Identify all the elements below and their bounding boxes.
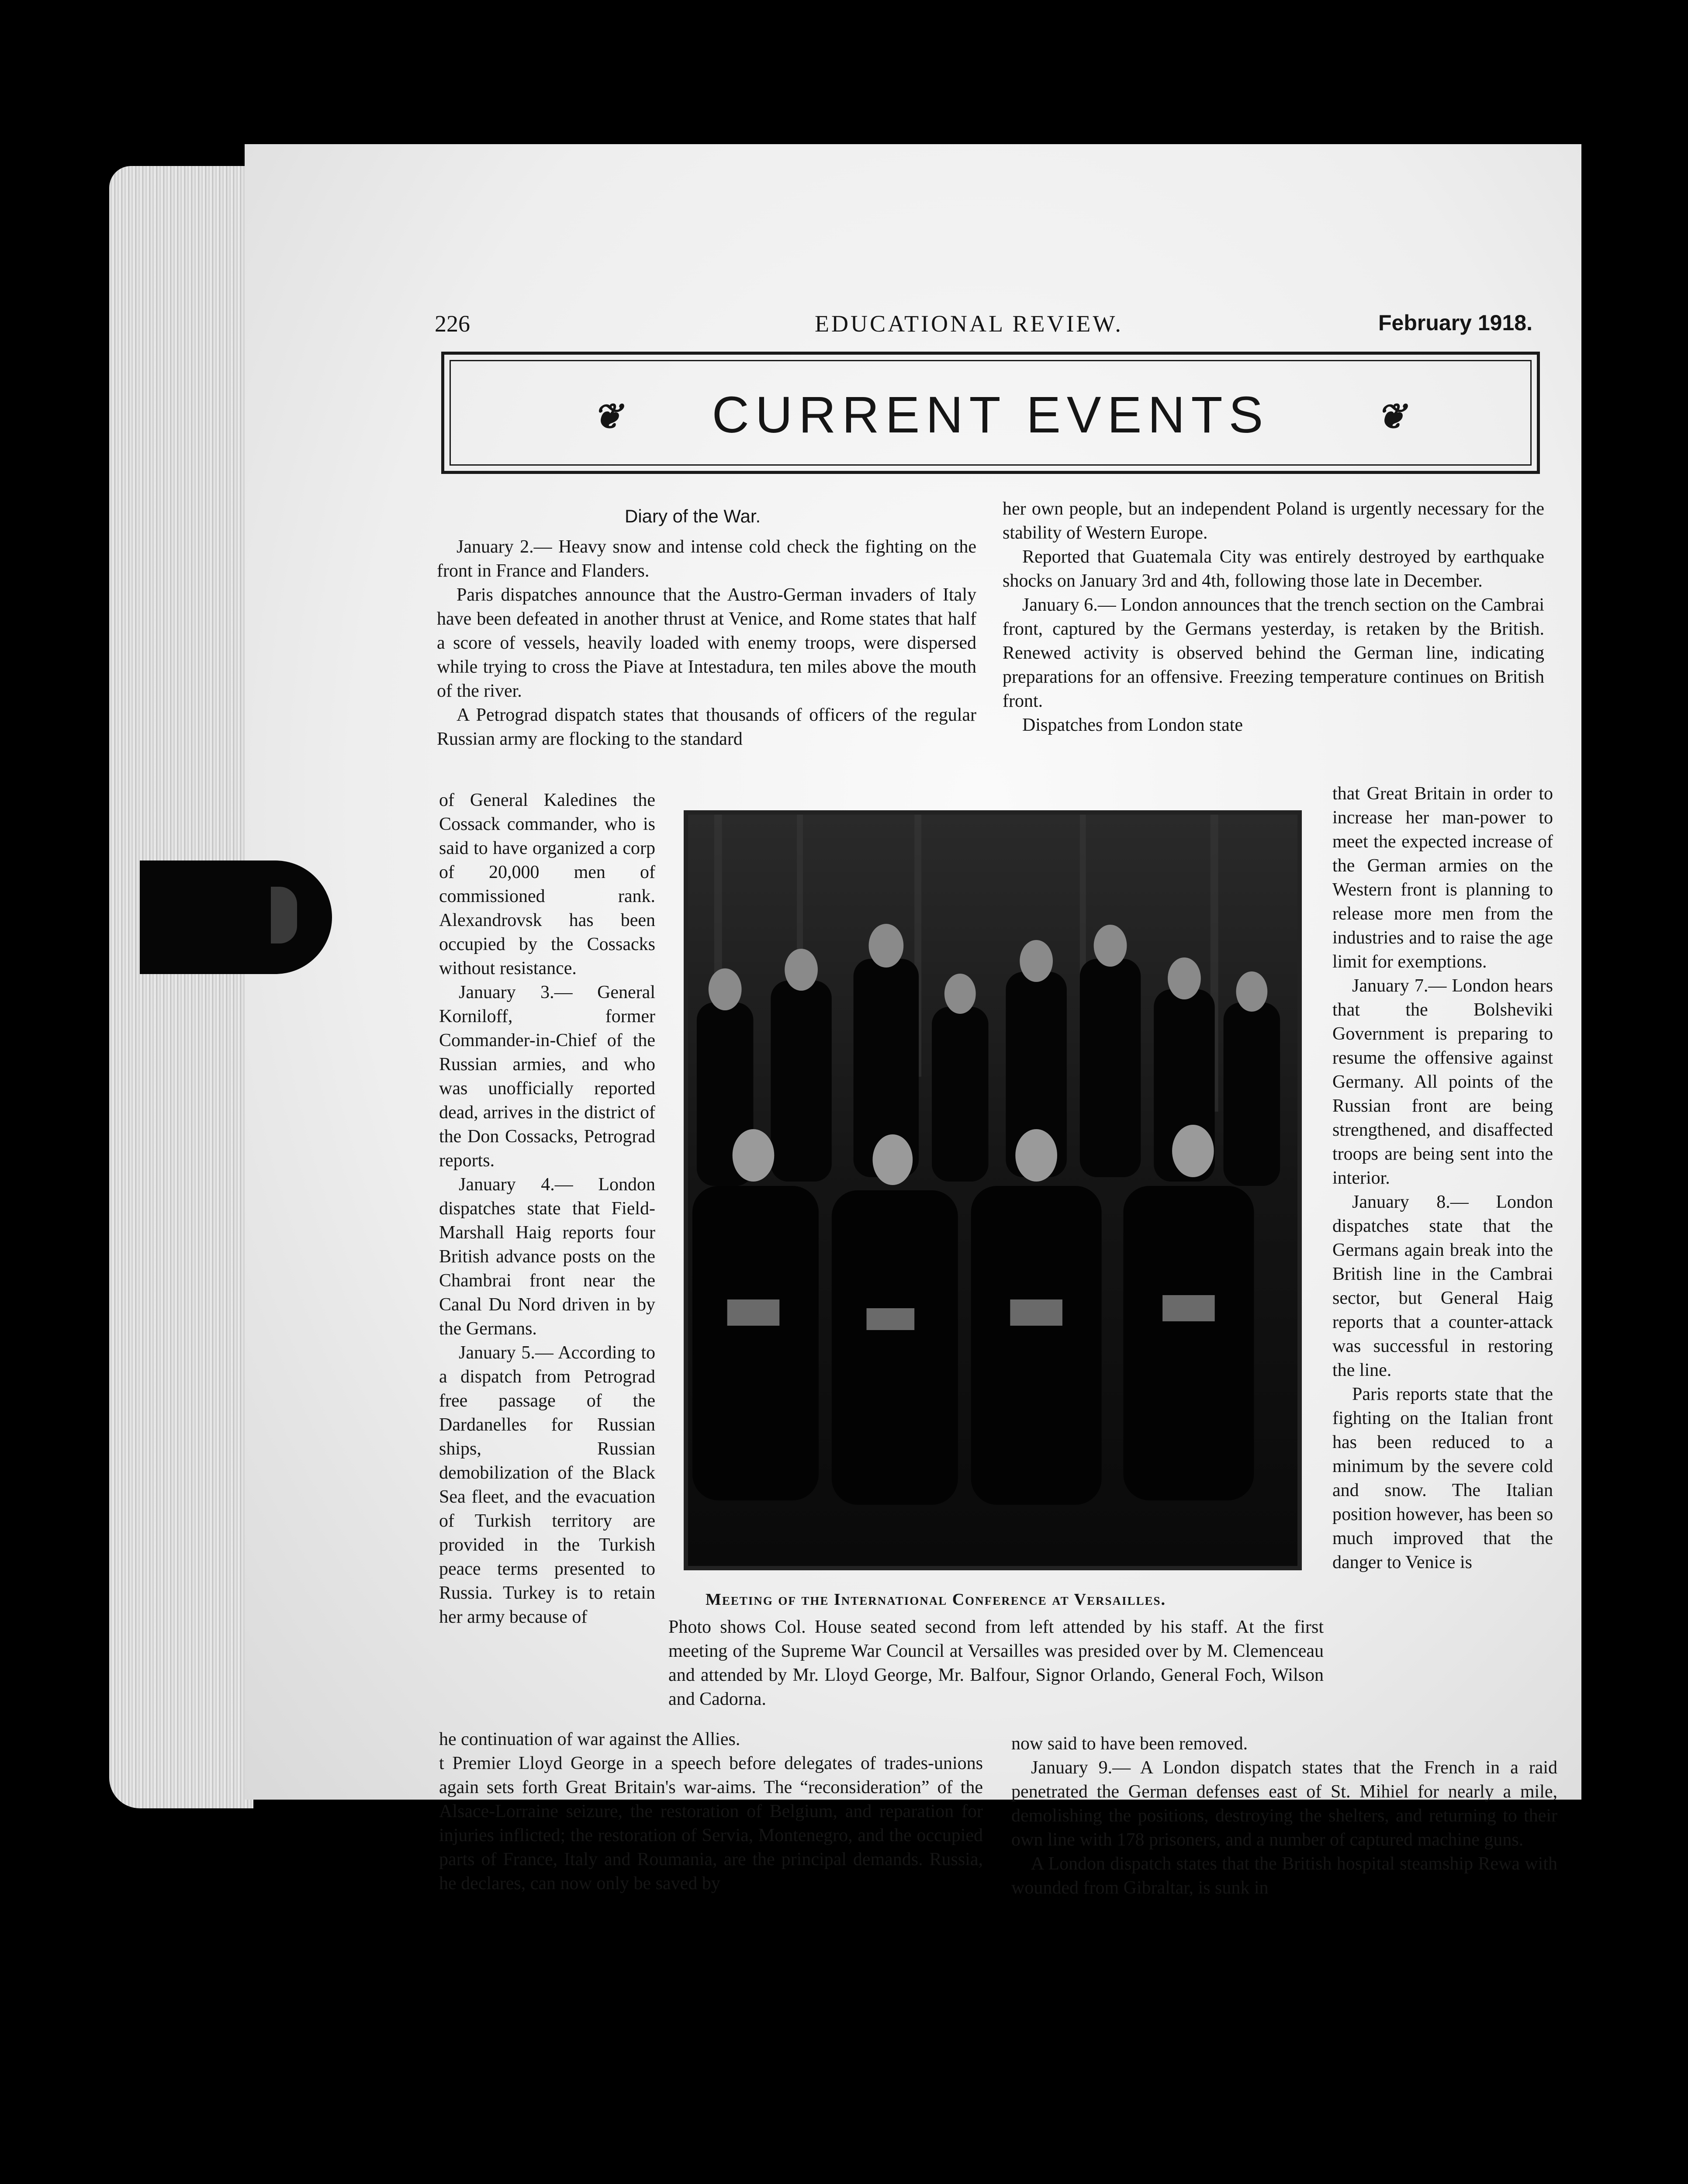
paragraph: January 4.— London dispatches state that Field-Marshall Haig reports four British advance posts on the Chambrai front near the Canal Du Nord driven in by the Germans. [439, 1175, 655, 1339]
section-heading: Diary of the War. [625, 506, 761, 526]
paragraph: Paris dispatches announce that the Austro-German invaders of Italy have been defeated in another thrust at Venice, and Rome states that half a score of vessels, heavily loaded with enemy troops, were dispersed while trying to cross the Piave at Intestadura, ten miles above the mouth of the river. [437, 585, 976, 701]
ornament-left-icon: ❦ [593, 398, 623, 436]
paragraph: January 9.— A London dispatch states that the French in a raid penetrated the German defenses east of St. Mihiel for nearly a mile, demolishing the positions, destroying the shelters, and returning to their own line with 178 prisoners, and a number of captured machine guns. [1011, 1758, 1557, 1850]
right-column-top [1003, 497, 1544, 737]
page-clip [140, 860, 332, 974]
book-page-edges [109, 166, 253, 1808]
section-banner [441, 352, 1540, 474]
banner-title: CURRENT EVENTS [712, 386, 1269, 444]
paragraph: January 5.— According to a dispatch from Petrograd free passage of the Dardanelles for Russian ships, Russian demobilization of the Black Sea fleet, and the evacuation of Turkish territory are provided in the Turkish peace terms presented to Russia. Turkey is to retain her army because of [439, 1343, 655, 1627]
paragraph: January 8.— London dispatches state that the Germans again break into the British line in the Cambrai sector, but General Haig reports that a counter-attack was successful in restoring the line. [1332, 1192, 1553, 1380]
left-column-top [437, 535, 976, 751]
paragraph: t Premier Lloyd George in a speech before delegates of trades-unions again sets forth Great Britain's war-aims. The “reconsideration” of the Alsace-Lorraine seizure, the restoration of Belgium, and reparation for injuries inflicted; the restoration of Servia, Montenegro, and the occupied parts of France, Italy and Roumania, are the principal demands. Russia, he declares, can now only be saved by [439, 1753, 983, 1894]
photo-caption-title: Meeting of the International Conference at Versailles. [706, 1590, 1166, 1609]
paragraph: A London dispatch states that the British hospital steamship Rewa with wounded from Gibraltar, is sunk in [1011, 1854, 1557, 1898]
paragraph: Paris reports state that the fighting on the Italian front has been reduced to a minimum by the severe cold and snow. The Italian position however, has been so much improved that the danger to Venice is [1332, 1384, 1553, 1572]
journal-title: EDUCATIONAL REVIEW. [815, 311, 1123, 337]
page-number: 226 [435, 311, 470, 337]
paragraph: January 6.— London announces that the trench section on the Cambrai front, captured by the Germans yesterday, is retaken by the British. Renewed activity is observed behind the German line, indicating preparations for an offensive. Freezing temperature continues on British front. [1003, 595, 1544, 711]
paragraph: Reported that Guatemala City was entirely destroyed by earthquake shocks on January 3rd and 4th, following those late in December. [1003, 547, 1544, 591]
right-column-bottom [1011, 1732, 1557, 1900]
paragraph: her own people, but an independent Poland is urgently necessary for the stability of Western Europe. [1003, 499, 1544, 543]
issue-date: February 1918. [1378, 311, 1532, 335]
photo-caption [668, 1615, 1324, 1711]
conference-photo-image [688, 815, 1297, 1566]
right-narrow-column [1332, 782, 1553, 1575]
paragraph: January 7.— London hears that the Bolsheviki Government is preparing to resume the offensive against Germany. All points of the Russian front are being strengthened, and disaffected troops are being sent into the interior. [1332, 976, 1553, 1188]
paragraph: January 2.— Heavy snow and intense cold check the fighting on the front in France and Flanders. [437, 537, 976, 581]
paragraph: that Great Britain in order to increase her man-power to meet the expected increase of the German armies on the Western front is planning to release more men from the industries and to raise the age limit for exemptions. [1332, 784, 1553, 972]
paragraph: A Petrograd dispatch states that thousands of officers of the regular Russian army are flocking to the standard [437, 705, 976, 749]
paragraph: of General Kaledines the Cossack commander, who is said to have organized a corp of 20,000 men of commissioned rank. Alexandrovsk has been occupied by the Cossacks without resistance. [439, 790, 655, 978]
conference-photo [684, 810, 1302, 1570]
paragraph: now said to have been removed. [1011, 1734, 1248, 1754]
paragraph: he continuation of war against the Allies. [439, 1729, 740, 1749]
left-column-bottom [439, 1728, 983, 1896]
photo-caption-text: Photo shows Col. House seated second from left attended by his staff. At the first meeting of the Supreme War Council at Versailles was presided over by M. Clemenceau and attended by Mr. Lloyd George, Mr. Balfour, Signor Orlando, General Foch, Wilson and Cadorna. [668, 1617, 1324, 1709]
left-narrow-column [439, 788, 655, 1629]
paragraph: Dispatches from London state [1022, 715, 1243, 735]
paragraph: January 3.— General Korniloff, former Commander-in-Chief of the Russian armies, and who was unofficially reported dead, arrives in the district of the Don Cossacks, Petrograd reports. [439, 982, 655, 1171]
ornament-right-icon: ❦ [1376, 398, 1406, 436]
